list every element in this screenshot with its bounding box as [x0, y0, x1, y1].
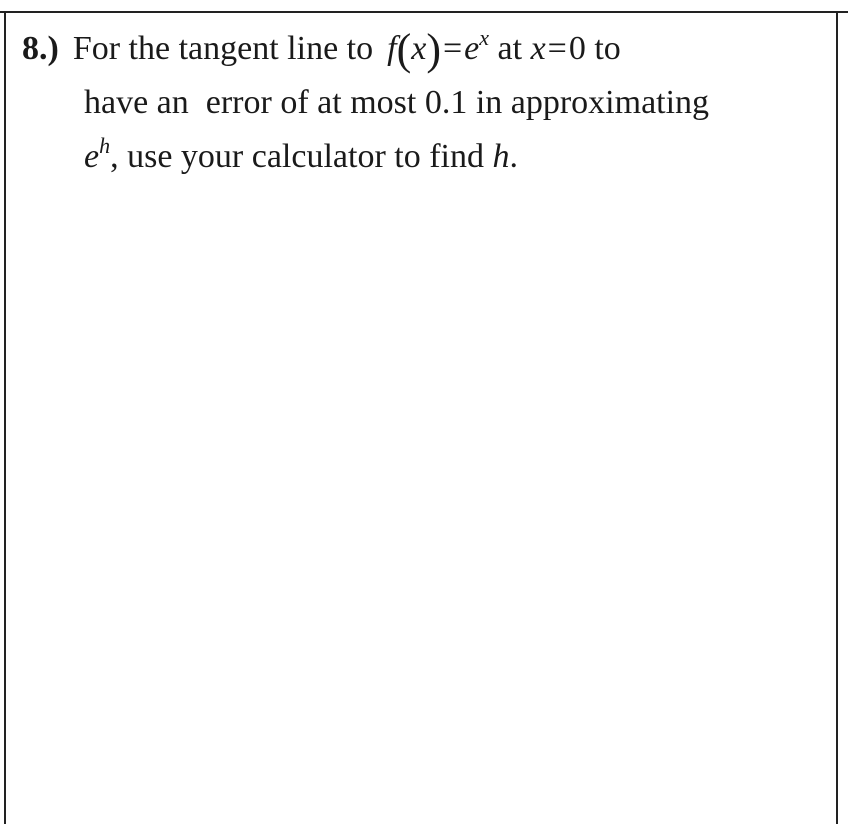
- line3-text: , use your calculator to find: [110, 138, 484, 175]
- open-paren: (: [396, 25, 412, 74]
- variable-h: h: [492, 138, 510, 175]
- line1-text-at: at: [497, 30, 523, 67]
- problem-line-1: [22, 22, 822, 76]
- base-e-2: e: [84, 138, 100, 175]
- exponent-x: x: [479, 25, 490, 50]
- exponent-h: h: [99, 133, 111, 158]
- line2-text: have an error of at most 0.1 in approximating: [84, 84, 710, 121]
- problem-line-2: [22, 76, 822, 130]
- point-zero: 0: [568, 30, 586, 67]
- line1-text-a: For the tangent line to: [72, 30, 374, 67]
- problem-number: 8.): [22, 30, 59, 67]
- equals-sign-2: =: [547, 30, 567, 67]
- problem-statement: [22, 22, 822, 184]
- function-arg-x: x: [411, 30, 427, 67]
- line1-text-to: to: [594, 30, 621, 67]
- base-e: e: [464, 30, 480, 67]
- equals-sign: =: [442, 30, 463, 67]
- point-x: x: [530, 30, 546, 67]
- close-paren: ): [426, 25, 441, 74]
- function-f: f: [387, 30, 397, 67]
- problem-line-3: [22, 130, 822, 184]
- final-period: .: [509, 138, 518, 175]
